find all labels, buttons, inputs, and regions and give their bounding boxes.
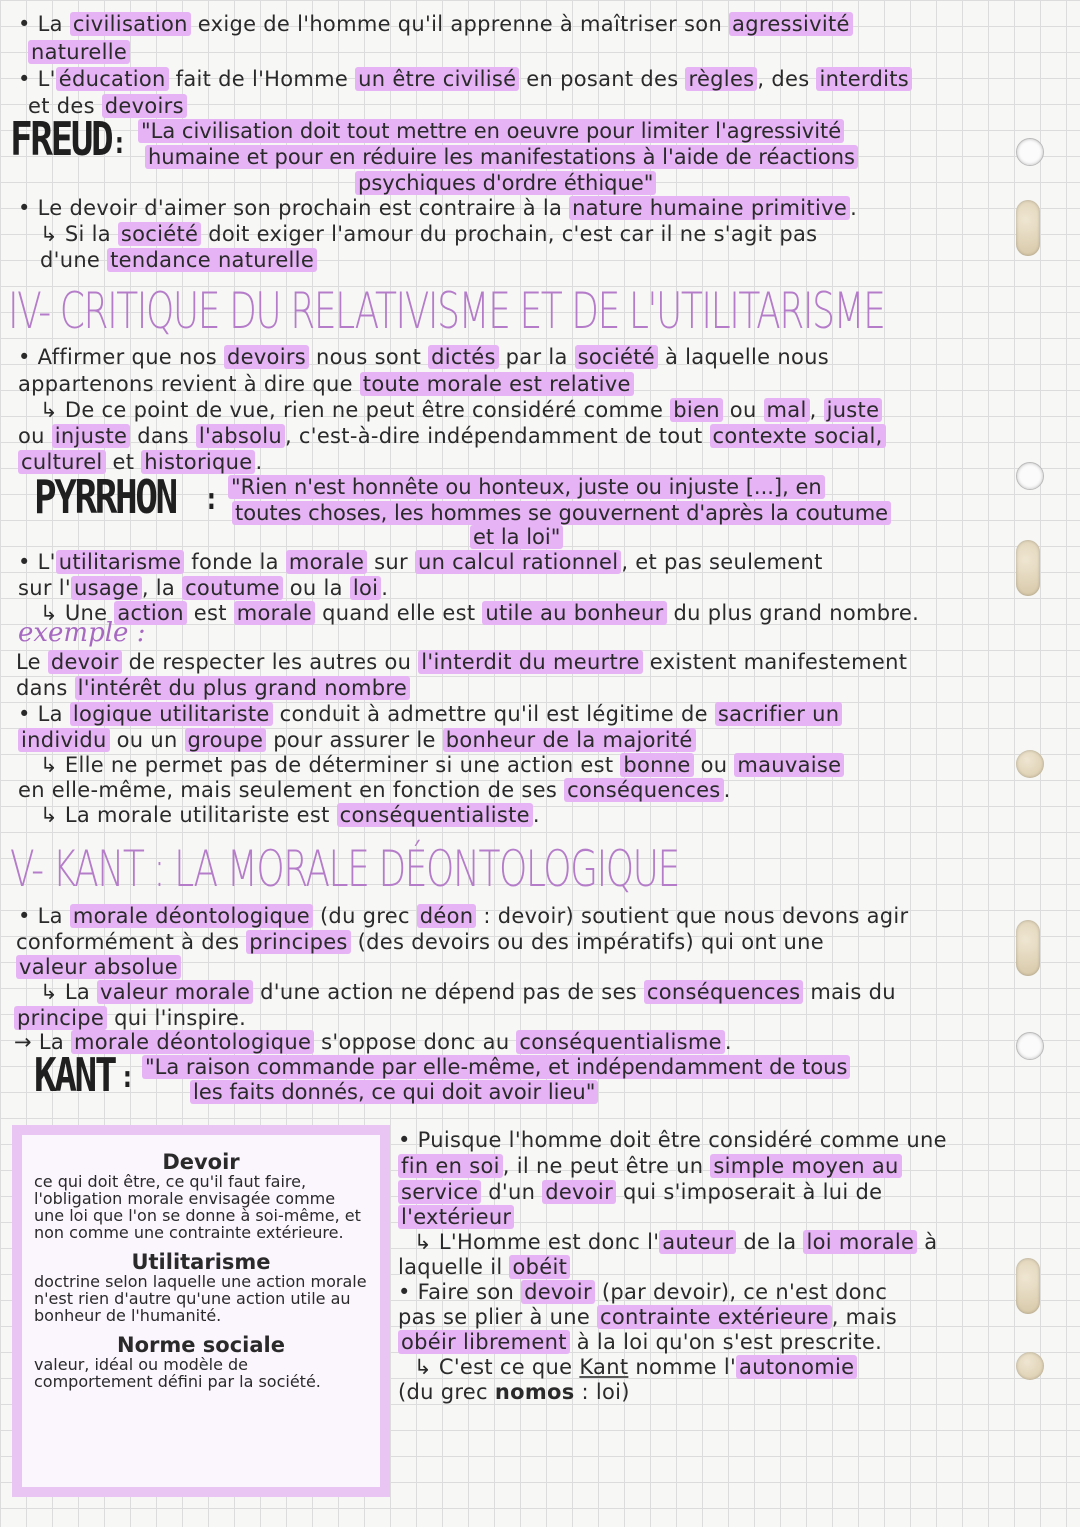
author-freud: FREUD	[10, 112, 112, 166]
bullet-utilitarisme-cont: sur l' usage , la coutume ou la loi .	[18, 576, 389, 600]
glossary-definition: ce qui doit être, ce qu'il faut faire, l'obligation morale envisagée comme une loi que l'on se donne à soi-même, et non comme une contrainte extérieure.	[34, 1172, 361, 1242]
glossary-term: Norme sociale	[117, 1333, 285, 1357]
glossary-definition: valeur, idéal ou modèle de comportement défini par la société.	[34, 1355, 321, 1391]
arrow-bonne-mauvaise-cont: en elle-même, mais seulement en fonction de ses conséquences .	[18, 778, 731, 802]
author-pyrrhon: PYRRHON	[34, 470, 176, 524]
glossary-term: Utilitarisme	[131, 1250, 271, 1274]
bullet-education-cont: et des devoirs	[28, 94, 187, 119]
arrow-absolu-cont: ou injuste dans l'absolu , c'est-à-dire indépendamment de tout contexte social,	[18, 424, 886, 449]
bullet-fin-en-soi-cont-2: service d'un devoir qui s'imposerait à lui de	[398, 1180, 882, 1205]
example-label: exemple :	[18, 618, 146, 648]
bullet-education: • L' éducation fait de l'Homme un être civilisé en posant des règles , des interdits	[18, 67, 912, 92]
arrow-autonomie: ↳ C'est ce que Kant nomme l' autonomie	[414, 1355, 857, 1380]
binder-slot-icon	[1016, 200, 1040, 256]
arrow-action-morale: ↳ Une action est morale quand elle est utile au bonheur du plus grand nombre.	[40, 601, 920, 625]
bullet-fin-en-soi-cont-3: l'extérieur	[398, 1205, 514, 1230]
bullet-deontologique-cont: conformément à des principes (des devoirs ou des impératifs) qui ont une	[16, 930, 825, 954]
bullet-deontologique: • La morale déontologique (du grec déon : devoir) soutient que nous devons agir	[18, 904, 909, 928]
bullet-faire-devoir: • Faire son devoir (par devoir), ce n'est donc	[398, 1280, 888, 1304]
binder-hole-icon	[1016, 1352, 1044, 1380]
bullet-civilisation-cont: naturelle	[28, 40, 130, 65]
binder-slot-icon	[1016, 920, 1040, 976]
binder-hole-icon	[1016, 1032, 1044, 1060]
author-kant: KANT	[34, 1048, 116, 1102]
bullet-fin-en-soi-cont: fin en soi , il ne peut être un simple moyen au	[398, 1154, 902, 1179]
arrow-auteur-loi-cont: laquelle il obéit	[398, 1255, 570, 1280]
bullet-faire-devoir-cont: pas se plier à une contrainte extérieure , mais	[398, 1305, 897, 1329]
glossary-box	[12, 1125, 390, 1497]
bullet-logique-utilitariste: • La logique utilitariste conduit à admettre qu'il est légitime de sacrifier un	[18, 702, 842, 727]
kant-quote-line-1: "La raison commande par elle-même, et indépendamment de tous	[142, 1054, 850, 1080]
binder-hole-icon	[1016, 462, 1044, 490]
glossary-term: Devoir	[162, 1150, 240, 1174]
author-colon: :	[204, 482, 217, 517]
pyrrhon-quote-line-2: toutes choses, les hommes se gouvernent d'après la coutume	[232, 500, 891, 526]
freud-quote-line-1: "La civilisation doit tout mettre en oeuvre pour limiter l'agressivité	[138, 118, 844, 144]
arrow-societe: ↳ Si la société doit exiger l'amour du prochain, c'est car il ne s'agit pas	[40, 222, 818, 246]
kant-quote-line-2: les faits donnés, ce qui doit avoir lieu"	[190, 1079, 598, 1105]
pyrrhon-quote-line-1: "Rien n'est honnête ou honteux, juste ou injuste [...], en	[228, 474, 825, 500]
bullet-oppose: → La morale déontologique s'oppose donc au conséquentialisme .	[14, 1030, 732, 1054]
pyrrhon-quote-line-3: et la loi"	[470, 524, 563, 550]
arrow-consequentialiste: ↳ La morale utilitariste est conséquentialiste .	[40, 803, 540, 827]
binder-hole-icon	[1016, 750, 1044, 778]
arrow-valeur-morale-cont: principe qui l'inspire.	[14, 1006, 246, 1031]
bullet-faire-devoir-cont-2: obéir librement à la loi qu'on s'est prescrite.	[398, 1330, 882, 1355]
example-line-2: dans l'intérêt du plus grand nombre	[16, 676, 410, 701]
binder-slot-icon	[1016, 1258, 1040, 1314]
author-colon: :	[112, 126, 125, 161]
arrow-valeur-morale: ↳ La valeur morale d'une action ne dépend pas de ses conséquences mais du	[40, 980, 896, 1004]
bullet-utilitarisme: • L' utilitarisme fonde la morale sur un calcul rationnel , et pas seulement	[18, 550, 823, 574]
arrow-absolu-cont-2: culturel et historique .	[18, 450, 262, 475]
arrow-bonne-mauvaise: ↳ Elle ne permet pas de déterminer si une action est bonne ou mauvaise	[40, 753, 844, 778]
freud-quote-line-2: humaine et pour en réduire les manifestations à l'aide de réactions	[145, 144, 858, 170]
bullet-deontologique-cont-2: valeur absolue	[16, 955, 181, 980]
bullet-devoir-aimer: • Le devoir d'aimer son prochain est contraire à la nature humaine primitive .	[18, 196, 858, 220]
heading-section-4: IV- CRITIQUE DU RELATIVISME ET DE L'UTILITARISME	[8, 282, 885, 340]
freud-quote-line-3: psychiques d'ordre éthique"	[355, 170, 656, 196]
arrow-auteur-loi: ↳ L'Homme est donc l' auteur de la loi morale à	[414, 1230, 938, 1254]
arrow-absolu: ↳ De ce point de vue, rien ne peut être considéré comme bien ou mal , juste	[40, 398, 882, 423]
heading-section-5: V- KANT : LA MORALE DÉONTOLOGIQUE	[10, 840, 679, 898]
bullet-relativisme-cont: appartenons revient à dire que toute morale est relative	[18, 372, 634, 397]
glossary-definition: doctrine selon laquelle une action morale n'est rien d'autre qu'une action utile au bonheur de l'humanité.	[34, 1272, 367, 1325]
author-colon: :	[120, 1060, 133, 1095]
bullet-relativisme: • Affirmer que nos devoirs nous sont dictés par la société à laquelle nous	[18, 345, 829, 369]
example-line-1: Le devoir de respecter les autres ou l'interdit du meurtre existent manifestement	[16, 650, 908, 674]
bullet-civilisation: • La civilisation exige de l'homme qu'il apprenne à maîtriser son agressivité	[18, 12, 853, 37]
binder-hole-icon	[1016, 138, 1044, 166]
arrow-autonomie-cont: (du grec nomos : loi)	[398, 1380, 630, 1404]
binder-slot-icon	[1016, 540, 1040, 596]
bullet-fin-en-soi: • Puisque l'homme doit être considéré comme une	[398, 1128, 947, 1152]
bullet-logique-cont: individu ou un groupe pour assurer le bonheur de la majorité	[18, 728, 696, 753]
arrow-societe-cont: d'une tendance naturelle	[40, 248, 317, 273]
